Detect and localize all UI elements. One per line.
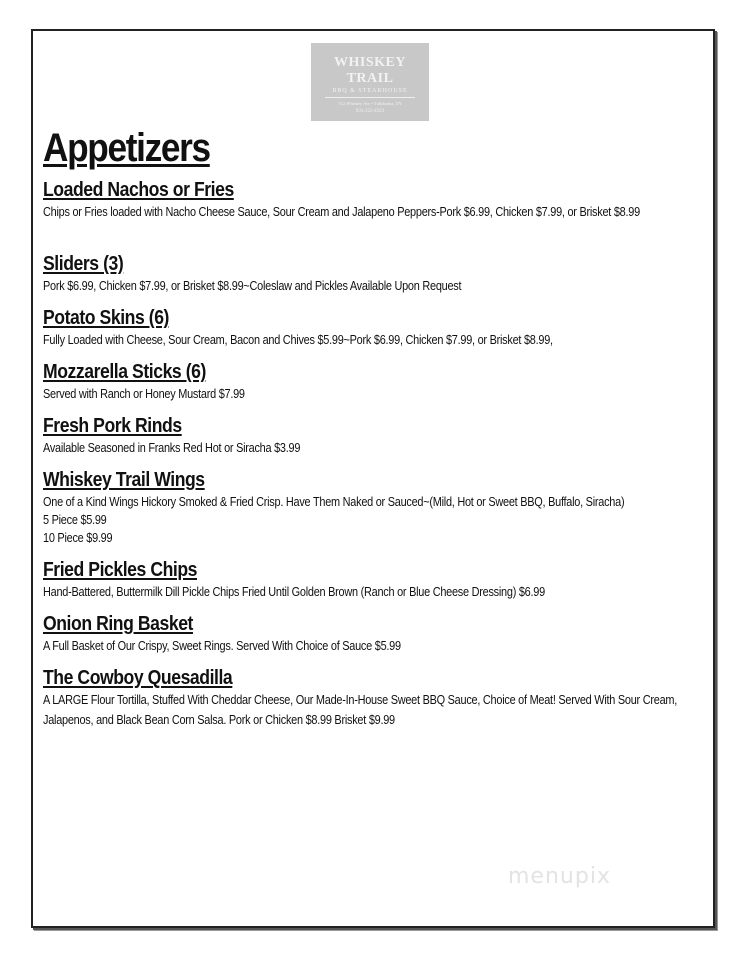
logo-subtitle: BBQ & STEAKHOUSE — [332, 88, 408, 94]
item-name: Fresh Pork Rinds — [43, 415, 182, 437]
menu-item-cowboy-quesadilla — [43, 666, 733, 730]
menupix-watermark: menupix — [508, 864, 611, 889]
item-description: A Full Basket of Our Crispy, Sweet Rings. Served With Choice of Sauce $5.99 — [43, 638, 401, 653]
menu-item-loaded-nachos — [43, 178, 733, 242]
section-heading: Appetizers — [43, 126, 210, 170]
item-description: Served with Ranch or Honey Mustard $7.99 — [43, 386, 245, 401]
appetizer-list — [43, 178, 733, 740]
item-description: Available Seasoned in Franks Red Hot or Siracha $3.99 — [43, 440, 301, 455]
item-price-5-piece: 5 Piece $5.99 — [43, 512, 107, 527]
item-description: One of a Kind Wings Hickory Smoked & Fried Crisp. Have Them Naked or Sauced~(Mild, Hot or Sweet BBQ, Buffalo, Siracha) — [43, 494, 625, 509]
menu-item-pork-rinds — [43, 414, 733, 458]
menu-item-onion-rings — [43, 612, 733, 656]
restaurant-logo — [311, 43, 429, 121]
item-name: Onion Ring Basket — [43, 613, 193, 635]
item-description: Pork $6.99, Chicken $7.99, or Brisket $8.99~Coleslaw and Pickles Available Upon Request — [43, 278, 462, 293]
item-name: Whiskey Trail Wings — [43, 469, 205, 491]
item-description: Chips or Fries loaded with Nacho Cheese Sauce, Sour Cream and Jalapeno Peppers-Pork $6.99, Chicken $7.99, or Brisket $8.99 — [43, 204, 640, 219]
item-name: Sliders (3) — [43, 253, 124, 275]
item-name: Fried Pickles Chips — [43, 559, 198, 581]
menu-item-sliders — [43, 252, 733, 296]
item-name: Mozzarella Sticks (6) — [43, 361, 206, 383]
item-description: Fully Loaded with Cheese, Sour Cream, Bacon and Chives $5.99~Pork $6.99, Chicken $7.99, or Brisket $8.99, — [43, 332, 553, 347]
menu-item-mozzarella-sticks — [43, 360, 733, 404]
menu-item-potato-skins — [43, 306, 733, 350]
item-name: The Cowboy Quesadilla — [43, 667, 233, 689]
menu-item-fried-pickles — [43, 558, 733, 602]
logo-divider — [325, 97, 415, 98]
logo-address: 512 Whiskey Ave • Tullahoma, TN — [338, 101, 402, 106]
menu-item-wings — [43, 468, 733, 548]
item-description: A LARGE Flour Tortilla, Stuffed With Cheddar Cheese, Our Made-In-House Sweet BBQ Sauce, Choice of Meat! Served With Sour Cream, Jalapenos, and Black Bean Corn Salsa. Pork or Chicken $8.99 Brisket $9.99 — [43, 692, 678, 727]
item-price-10-piece: 10 Piece $9.99 — [43, 530, 113, 545]
item-description: Hand-Battered, Buttermilk Dill Pickle Chips Fried Until Golden Brown (Ranch or Blue Cheese Dressing) $6.99 — [43, 584, 545, 599]
logo-name: WHISKEY TRAIL — [334, 55, 406, 86]
logo-phone: 931-222-4323 — [355, 109, 385, 114]
item-name: Loaded Nachos or Fries — [43, 179, 234, 201]
item-name: Potato Skins (6) — [43, 307, 169, 329]
